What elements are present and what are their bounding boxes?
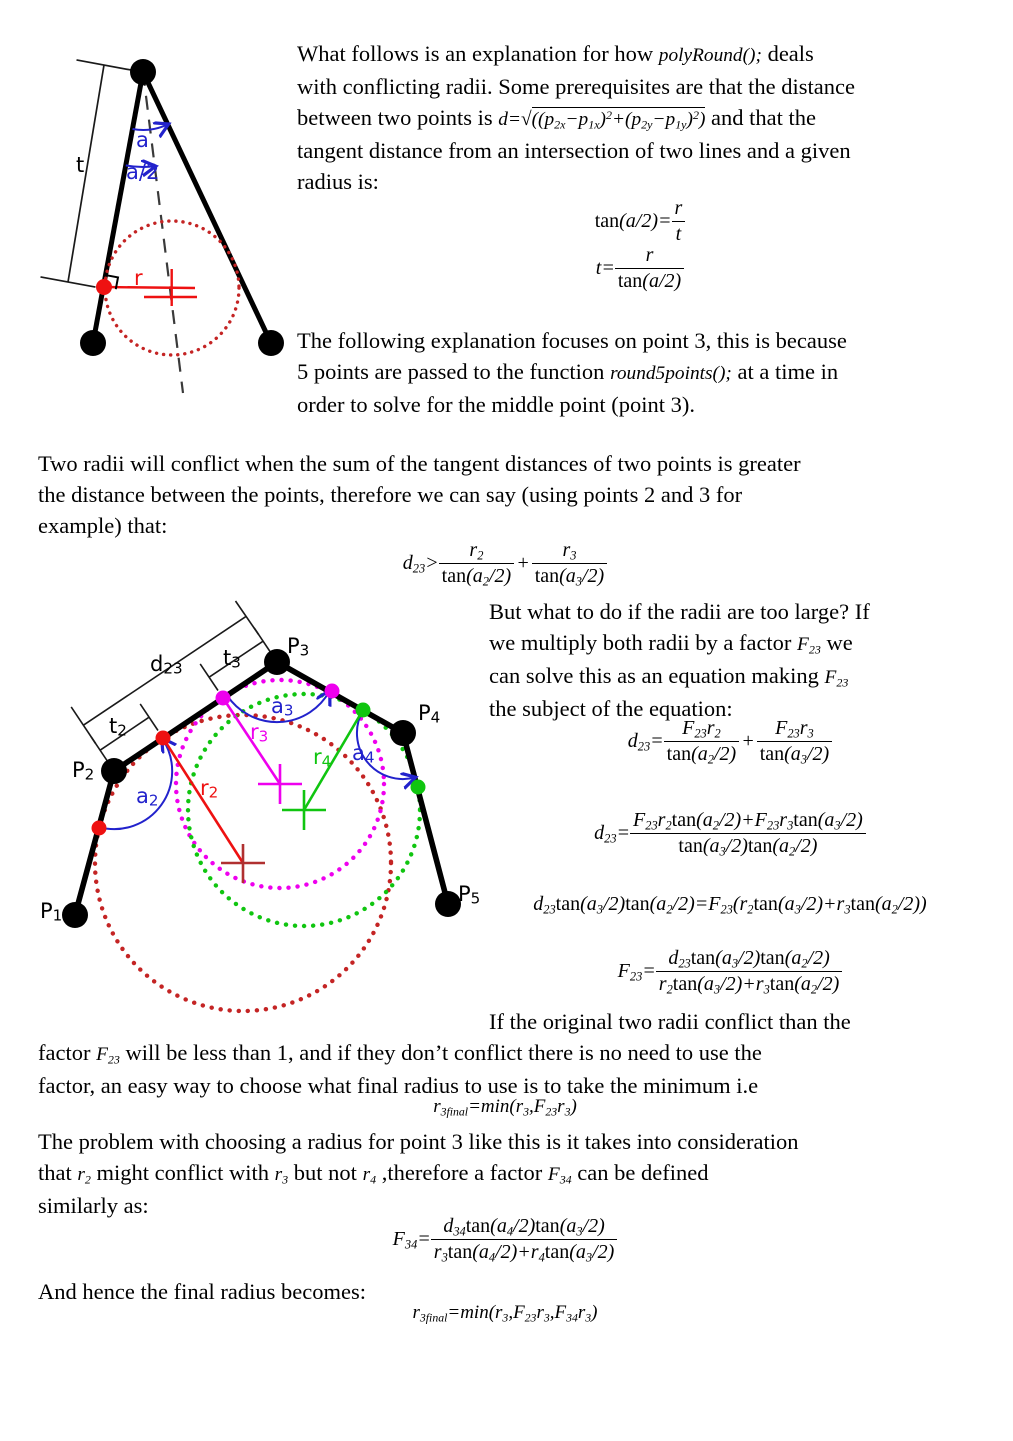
label-r4: $r_4$ xyxy=(313,745,332,771)
intro-line: tangent distance from an intersection of two lines and a given xyxy=(297,138,851,163)
radius-r2-line xyxy=(163,738,243,863)
intro-line: with conflicting radii. Some prerequisites are that the distance xyxy=(297,74,855,99)
problem-line: The problem with choosing a radius for point 3 like this is it takes into consideration xyxy=(38,1129,799,1154)
tangent-diagram xyxy=(30,40,320,430)
right-leg-line xyxy=(143,72,271,343)
formula-f23: $F_{23}=$ $\frac{d_{23}\tan(a_3/2)\tan(a_2/2)}{r_2\tan(a_3/2)+r_3\tan(a_2/2)}$ xyxy=(555,946,905,997)
conflict-line: example) that: xyxy=(38,513,168,538)
label-p4: $P_4$ xyxy=(418,701,441,727)
original-line: If the original two radii conflict than the xyxy=(489,1009,851,1034)
label-p1: $P_1$ xyxy=(40,899,63,925)
label-t: t xyxy=(76,153,85,177)
label-r2: $r_2$ xyxy=(200,776,219,802)
label-a-half: a/2 xyxy=(126,160,160,184)
intro-line: between two points is $d=√((p_{2x}-p_{1x})^2+(p_{2y}-p_{1y})^2)$ and that the xyxy=(297,105,816,132)
intro-paragraph xyxy=(297,38,997,197)
conflict-paragraph xyxy=(38,448,988,541)
original-paragraph-line1 xyxy=(489,1006,989,1037)
radius-r2-cross xyxy=(221,844,265,883)
factor-intro-paragraph xyxy=(489,596,989,724)
conflict-line: Two radii will conflict when the sum of the tangent distances of two points is greater xyxy=(38,451,801,476)
factor-intro-line: can solve this as an equation making $F_{23}$ xyxy=(489,663,849,690)
label-a2: $a_2$ xyxy=(136,784,159,810)
label-d23: $d_{23}$ xyxy=(150,652,183,678)
formula-t: t= $\frac{r}{\tan(a/2)}$ xyxy=(480,243,800,294)
label-t2: $t_2$ xyxy=(109,714,127,740)
original-line: factor $F_{23}$ will be less than 1, and if they don’t conflict there is no need to use the xyxy=(38,1040,762,1067)
label-a: a xyxy=(136,128,149,152)
formula-d23-factored: $d_{23}=$ $\frac{F_{23}r_2}{\tan(a_2/2)}$ + $\frac{F_{23}r_3}{\tan(a_3/2)}$ xyxy=(555,716,905,767)
tangent-diagram-svg xyxy=(30,40,320,430)
left-leg-line xyxy=(93,72,143,343)
radius-line-and-cross xyxy=(104,266,197,306)
focus-line: The following explanation focuses on point 3, this is because xyxy=(297,328,847,353)
problem-paragraph xyxy=(38,1126,988,1221)
factor-intro-line: But what to do if the radii are too large? If xyxy=(489,599,870,624)
label-a4: $a_4$ xyxy=(352,741,375,767)
label-r3: $r_3$ xyxy=(250,720,269,746)
problem-line: that $r_2$ might conflict with $r_3$ but not $r_4$ ,therefore a factor $F_{34}$ can be defined xyxy=(38,1160,709,1187)
formula-d23-combined: $d_{23}=$ $\frac{F_{23}r_2\tan(a_2/2)+F_{23}r_3\tan(a_3/2)}{\tan(a_3/2)\tan(a_2/2)}$ xyxy=(530,808,930,859)
label-p5: $P_5$ xyxy=(458,882,481,908)
t-dimension-lines xyxy=(41,60,132,287)
intro-line: radius is: xyxy=(297,169,379,194)
focus-line: 5 points are passed to the function round5points(); at a time in xyxy=(297,359,839,384)
polygon-diagram xyxy=(30,600,490,1032)
focus-line: order to solve for the middle point (point 3). xyxy=(297,392,696,417)
tangent-point-dot xyxy=(96,279,112,295)
formula-tan-half: tan(a/2)= $\frac{r}{t}$ xyxy=(480,196,800,247)
focus-paragraph xyxy=(297,325,997,420)
hence-line: And hence the final radius becomes: xyxy=(38,1279,367,1304)
original-paragraph xyxy=(38,1037,988,1101)
label-r: r xyxy=(134,266,143,290)
label-p3: $P_3$ xyxy=(287,634,310,660)
formula-r3final-min: $r_{3final}=\min(r_3,F_{23}r_3)$ xyxy=(433,1096,577,1119)
conflict-line: the distance between the points, therefore we can say (using points 2 and 3 for xyxy=(38,482,743,507)
label-t3: $t_3$ xyxy=(223,646,241,672)
factor-intro-line: we multiply both radii by a factor $F_{23}$ we xyxy=(489,630,853,657)
label-a3: $a_3$ xyxy=(271,694,294,720)
problem-line: similarly as: xyxy=(38,1193,149,1218)
intro-line: What follows is an explanation for how polyRound(); deals xyxy=(297,41,814,66)
label-p2: $P_2$ xyxy=(72,758,95,784)
polyline-p1-p5 xyxy=(75,662,448,915)
formula-d23-expanded: $d_{23}\tan(a_3/2)\tan(a_2/2)=F_{23}(r_2\tan(a_3/2)+r_3\tan(a_2/2))$ xyxy=(533,893,927,917)
formula-r3final-min2: $r_{3final}=\min(r_3,F_{23}r_3,F_{34}r_3)$ xyxy=(412,1302,598,1325)
original-line: factor, an easy way to choose what final radius to use is to take the minimum i.e xyxy=(38,1073,759,1098)
polygon-diagram-svg xyxy=(30,600,490,1032)
factor-intro-line: the subject of the equation: xyxy=(489,696,733,721)
formula-f34: $F_{34}=$ $\frac{d_{34}\tan(a_4/2)\tan(a_3/2)}{r_3\tan(a_4/2)+r_4\tan(a_3/2)}$ xyxy=(305,1214,705,1265)
formula-d23-gt: $d_{23}>$ $\frac{r_2}{\tan(a_2/2)}$ + $\frac{r_3}{\tan(a_3/2)}$ xyxy=(345,538,665,589)
